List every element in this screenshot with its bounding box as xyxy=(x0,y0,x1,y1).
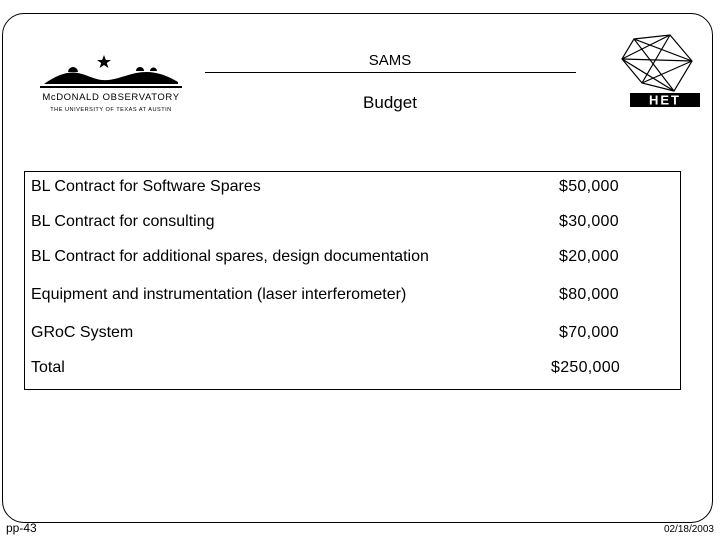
star-icon xyxy=(97,55,111,68)
hills-shape xyxy=(44,72,178,84)
budget-amount: $80,000 xyxy=(559,286,619,303)
logo-right-name: HET xyxy=(649,92,681,108)
table-row xyxy=(25,178,680,198)
slide-subtitle: Budget xyxy=(363,93,417,112)
budget-table xyxy=(24,171,681,390)
title-divider xyxy=(205,72,576,73)
budget-item: BL Contract for consulting xyxy=(31,213,215,230)
budget-item: BL Contract for Software Spares xyxy=(31,178,261,195)
page-number: pp-43 xyxy=(6,521,37,535)
slide-title: SAMS xyxy=(368,52,412,69)
table-row xyxy=(25,286,680,306)
budget-amount: $50,000 xyxy=(559,178,619,195)
table-row xyxy=(25,213,680,233)
budget-amount: $30,000 xyxy=(559,213,619,230)
total-label: Total xyxy=(31,359,65,376)
het-logo xyxy=(612,33,708,113)
budget-amount: $70,000 xyxy=(559,324,619,341)
budget-item: BL Contract for additional spares, design documentation xyxy=(31,248,429,265)
table-row xyxy=(25,248,680,268)
slide-date: 02/18/2003 xyxy=(663,524,714,535)
total-amount: $250,000 xyxy=(551,359,621,376)
logo-left-name: McDONALD OBSERVATORY xyxy=(42,92,180,103)
table-row xyxy=(25,324,680,344)
budget-item: Equipment and instrumentation (laser interferometer) xyxy=(31,286,407,303)
mcdonald-observatory-logo xyxy=(40,50,182,118)
budget-item: GRoC System xyxy=(31,324,134,341)
budget-amount: $20,000 xyxy=(559,248,619,265)
table-row-total xyxy=(25,359,680,379)
logo-left-subtext: THE UNIVERSITY OF TEXAS AT AUSTIN xyxy=(50,107,172,113)
